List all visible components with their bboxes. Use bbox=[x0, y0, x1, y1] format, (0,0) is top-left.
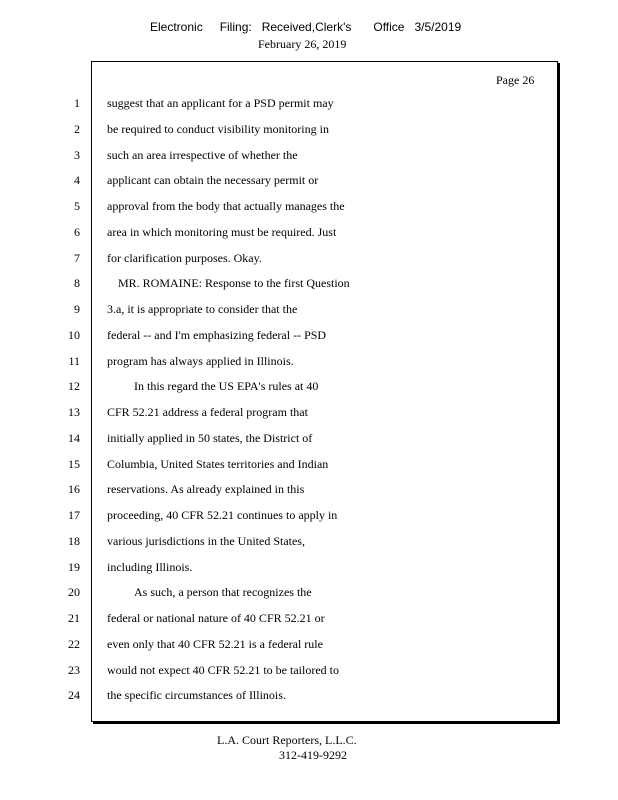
transcript-line bbox=[0, 325, 618, 351]
line-text: approval from the body that actually manages the bbox=[107, 199, 345, 213]
line-text: the specific circumstances of Illinois. bbox=[107, 688, 286, 703]
transcript-line bbox=[0, 222, 618, 248]
line-number: 4 bbox=[74, 173, 80, 188]
transcript-line bbox=[0, 402, 618, 428]
line-number: 7 bbox=[74, 250, 80, 265]
transcript-line bbox=[0, 376, 618, 402]
line-number: 12 bbox=[68, 379, 80, 394]
transcript-line bbox=[0, 505, 618, 531]
electronic-filing-stamp bbox=[150, 20, 461, 34]
line-number: 19 bbox=[68, 559, 80, 574]
line-text: various jurisdictions in the United States, bbox=[107, 533, 305, 548]
transcript-line bbox=[0, 531, 618, 557]
line-number: 11 bbox=[68, 353, 80, 368]
line-number: 20 bbox=[68, 585, 80, 600]
court-reporter-phone: 312-419-9292 bbox=[279, 748, 347, 762]
transcript-line bbox=[0, 557, 618, 583]
transcript-line bbox=[0, 196, 618, 222]
transcript-line bbox=[0, 93, 618, 119]
line-number: 15 bbox=[68, 456, 80, 471]
line-number: 24 bbox=[68, 688, 80, 703]
transcript-line bbox=[0, 145, 618, 171]
transcript-line bbox=[0, 351, 618, 377]
line-text: suggest that an applicant for a PSD permit may bbox=[107, 96, 334, 110]
line-number: 22 bbox=[68, 636, 80, 651]
transcript-line bbox=[0, 273, 618, 299]
line-number: 8 bbox=[74, 276, 80, 291]
line-number: 21 bbox=[68, 611, 80, 625]
line-text: 3.a, it is appropriate to consider that the bbox=[107, 302, 298, 316]
line-text: proceeding, 40 CFR 52.21 continues to apply in bbox=[107, 508, 338, 522]
transcript-line bbox=[0, 454, 618, 480]
transcript-line bbox=[0, 479, 618, 505]
stamp-word: Office bbox=[373, 20, 405, 34]
line-text: initially applied in 50 states, the District of bbox=[107, 430, 313, 445]
line-number: 6 bbox=[74, 224, 80, 239]
line-text: for clarification purposes. Okay. bbox=[107, 250, 262, 265]
transcript-line bbox=[0, 685, 618, 711]
transcript-line bbox=[0, 299, 618, 325]
line-number: 16 bbox=[68, 482, 80, 497]
line-text: would not expect 40 CFR 52.21 to be tailored to bbox=[107, 662, 339, 677]
line-text: federal -- and I'm emphasizing federal -- PSD bbox=[107, 327, 327, 342]
transcript-line bbox=[0, 248, 618, 274]
line-text: program has always applied in Illinois. bbox=[107, 353, 294, 368]
line-number: 23 bbox=[68, 662, 80, 677]
stamp-word: Received,Clerk's bbox=[261, 20, 352, 34]
transcript-line bbox=[0, 119, 618, 145]
line-text: In this regard the US EPA's rules at 40 bbox=[134, 379, 319, 394]
stamp-word: 3/5/2019 bbox=[414, 20, 462, 34]
line-number: 3 bbox=[74, 147, 80, 162]
line-number: 10 bbox=[68, 327, 80, 342]
line-text: reservations. As already explained in this bbox=[107, 482, 305, 497]
line-text: applicant can obtain the necessary permit or bbox=[107, 173, 319, 188]
stamp-word: Electronic bbox=[150, 20, 203, 34]
line-text: federal or national nature of 40 CFR 52.21 or bbox=[107, 611, 325, 625]
filed-date: February 26, 2019 bbox=[258, 37, 347, 51]
transcript-line bbox=[0, 170, 618, 196]
line-number: 2 bbox=[74, 121, 80, 136]
line-text: including Illinois. bbox=[107, 559, 193, 574]
line-text: area in which monitoring must be required. Just bbox=[107, 224, 337, 239]
line-number: 17 bbox=[68, 508, 80, 522]
line-text: CFR 52.21 address a federal program that bbox=[107, 405, 308, 419]
transcript-line bbox=[0, 660, 618, 686]
transcript-line bbox=[0, 634, 618, 660]
line-number: 1 bbox=[74, 96, 80, 110]
line-number: 9 bbox=[74, 302, 80, 316]
line-text: be required to conduct visibility monitoring in bbox=[107, 121, 329, 136]
transcript-body bbox=[0, 93, 618, 711]
transcript-line bbox=[0, 608, 618, 634]
line-text: MR. ROMAINE: Response to the first Question bbox=[118, 276, 350, 291]
line-text: Columbia, United States territories and Indian bbox=[107, 456, 329, 471]
line-number: 18 bbox=[68, 533, 80, 548]
transcript-line bbox=[0, 582, 618, 608]
line-number: 5 bbox=[74, 199, 80, 213]
line-number: 13 bbox=[68, 405, 80, 419]
line-text: As such, a person that recognizes the bbox=[134, 585, 312, 600]
court-reporter-name: L.A. Court Reporters, L.L.C. bbox=[217, 733, 357, 747]
page-number: Page 26 bbox=[496, 73, 535, 87]
line-text: even only that 40 CFR 52.21 is a federal rule bbox=[107, 636, 323, 651]
transcript-line bbox=[0, 428, 618, 454]
line-text: such an area irrespective of whether the bbox=[107, 147, 298, 162]
line-number: 14 bbox=[68, 430, 80, 445]
stamp-word: Filing: bbox=[219, 20, 252, 34]
